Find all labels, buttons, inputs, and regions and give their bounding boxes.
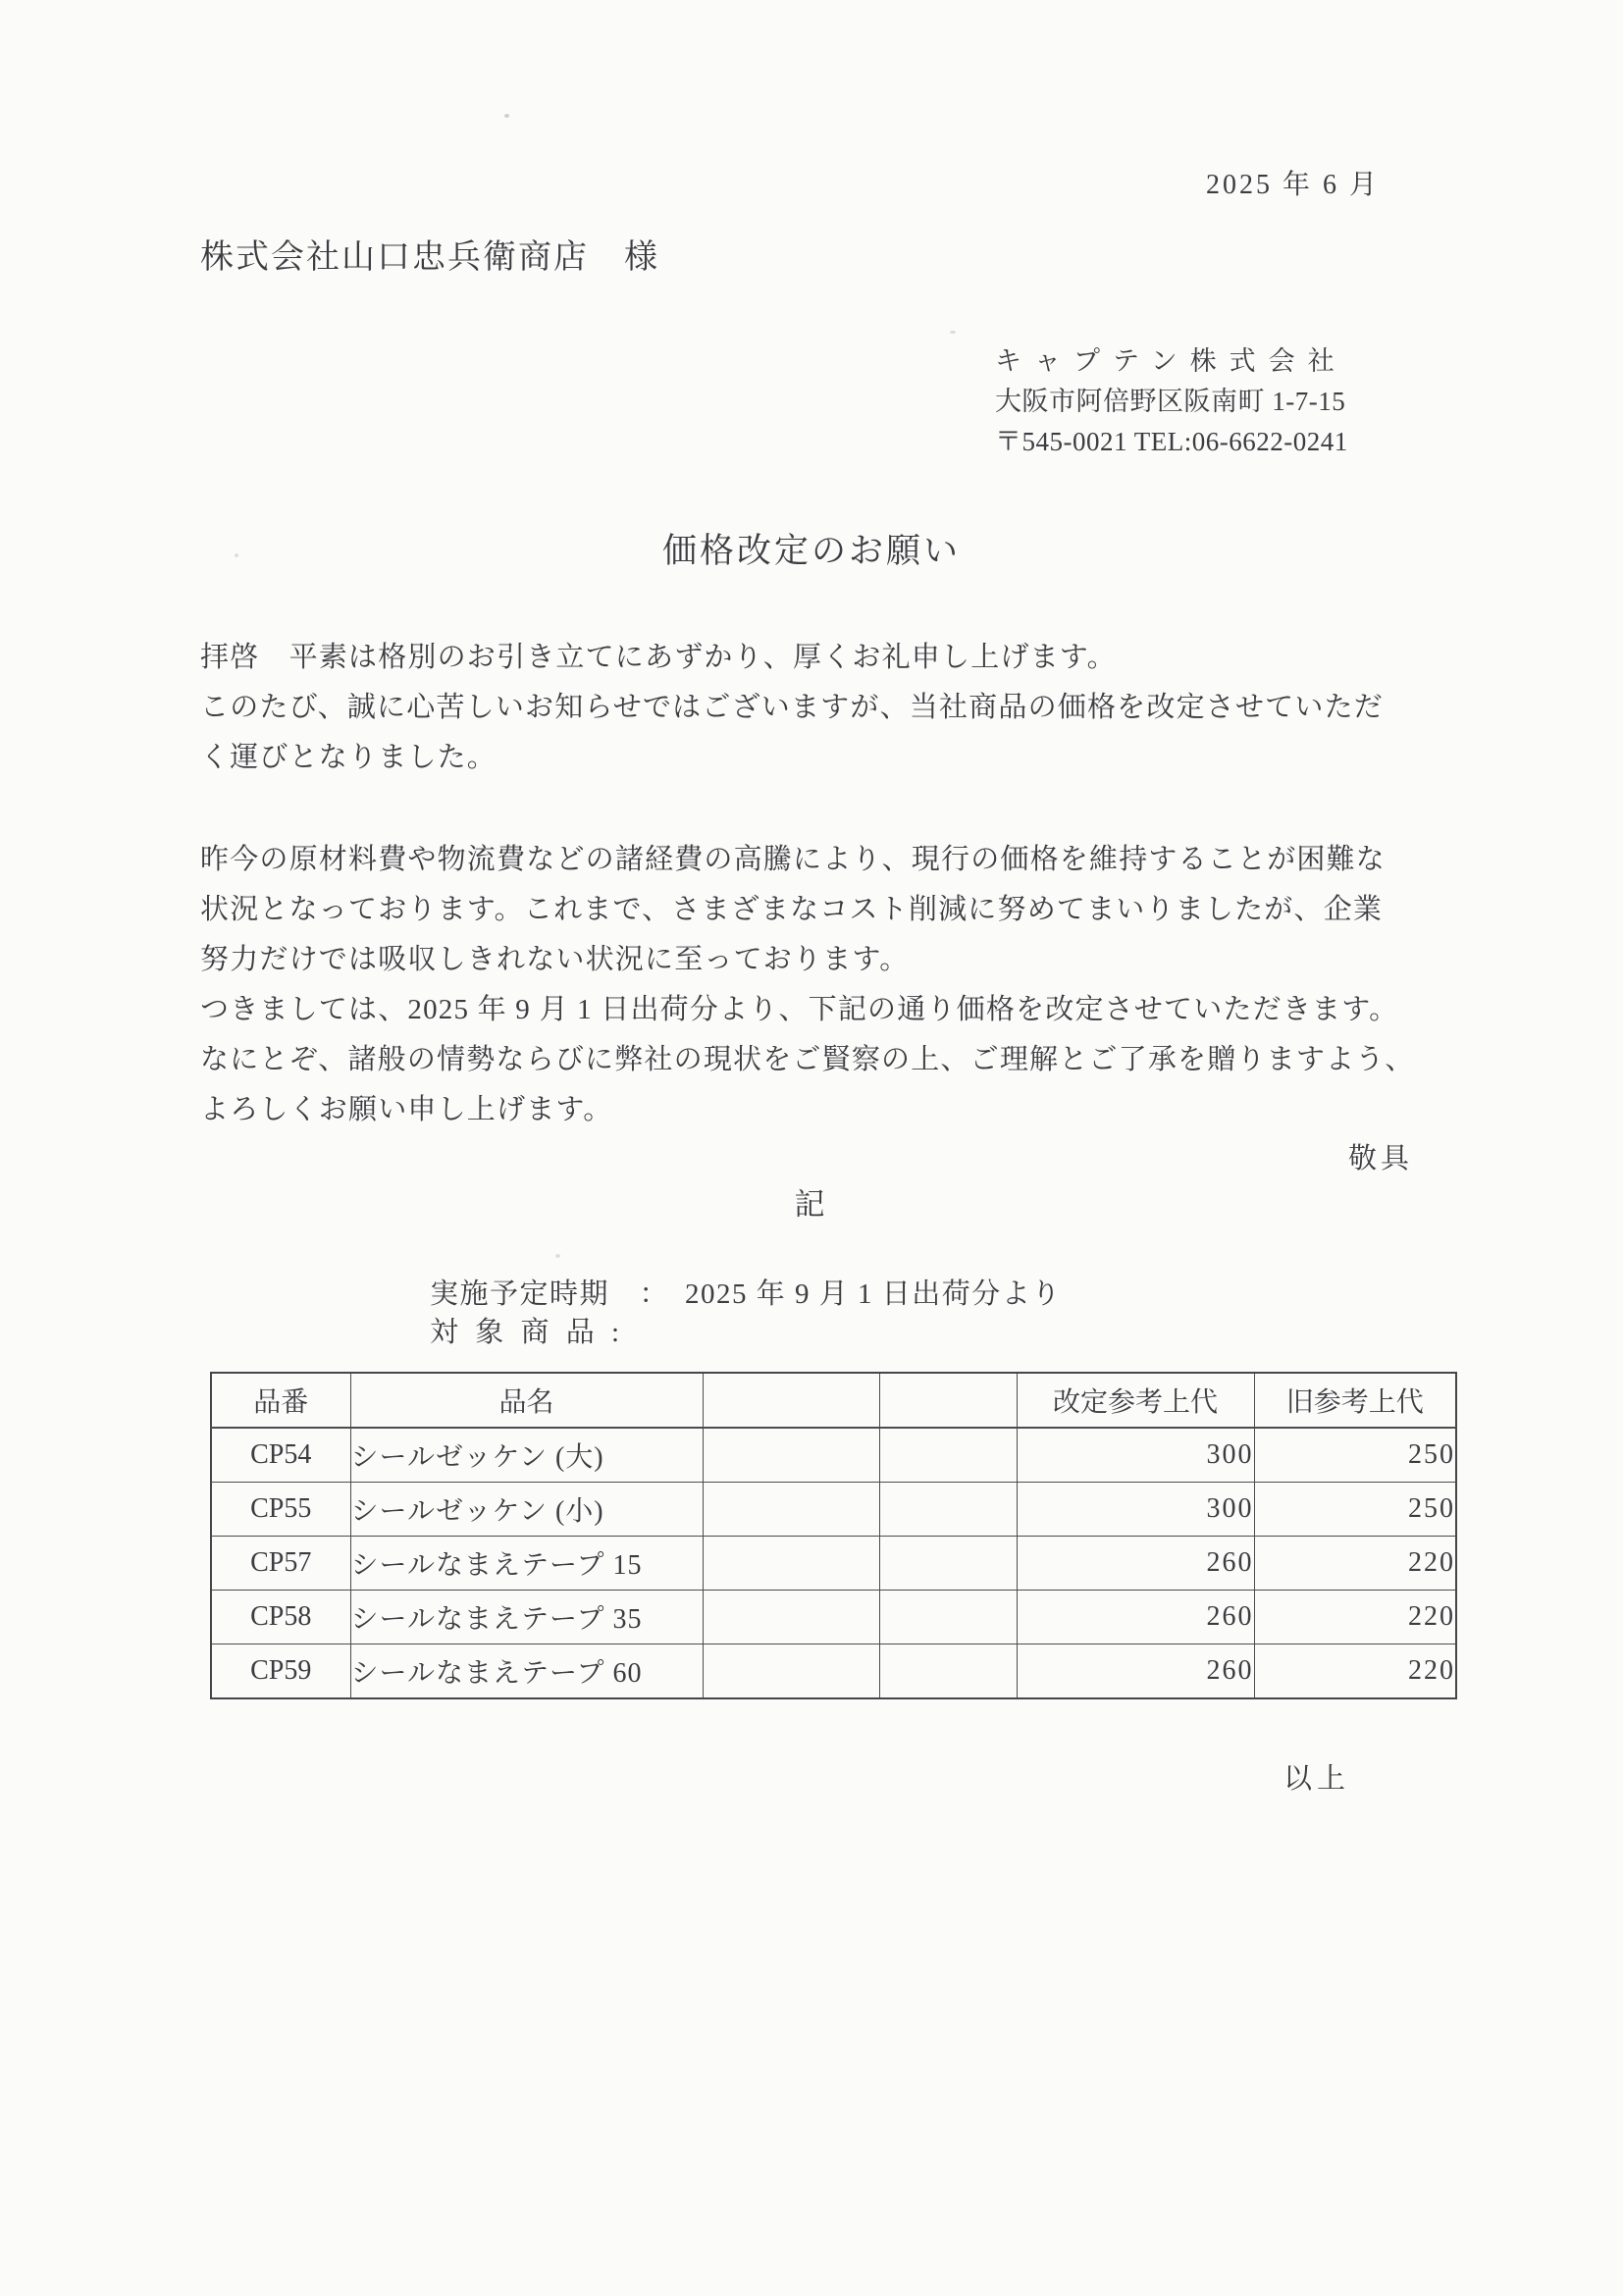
cell-product-code: CP55 — [211, 1483, 350, 1537]
body-text — [200, 633, 1437, 1135]
scan-speck — [950, 331, 956, 334]
cell-empty — [703, 1591, 879, 1644]
cell-old-price: 250 — [1254, 1483, 1456, 1537]
header-new-price: 改定参考上代 — [1017, 1373, 1254, 1428]
price-table — [210, 1372, 1457, 1699]
cell-old-price: 220 — [1254, 1591, 1456, 1644]
notice-marker-ki: 記 — [794, 1187, 829, 1222]
cell-product-name: シールゼッケン (小) — [350, 1483, 703, 1537]
header-empty-1 — [703, 1373, 879, 1428]
scan-speck — [235, 553, 238, 557]
cell-empty — [879, 1483, 1017, 1537]
date-line: 2025 年 6 月 — [1205, 170, 1380, 200]
body-line: 状況となっております。これまで、さまざまなコスト削減に努めてまいりましたが、企業 — [200, 894, 1384, 925]
cell-product-code: CP54 — [211, 1428, 350, 1483]
cell-empty — [703, 1644, 879, 1699]
end-marker: 以上 — [1283, 1763, 1350, 1795]
cell-new-price: 260 — [1017, 1644, 1254, 1699]
header-empty-2 — [879, 1373, 1017, 1428]
cell-product-code: CP58 — [211, 1591, 350, 1644]
cell-new-price: 300 — [1017, 1428, 1254, 1483]
scan-speck — [504, 114, 509, 118]
cell-empty — [879, 1428, 1017, 1483]
sender-block — [995, 341, 1348, 462]
table-row — [211, 1644, 1456, 1699]
cell-product-code: CP59 — [211, 1644, 350, 1699]
sender-address: 大阪市阿倍野区阪南町 1-7-15 — [995, 387, 1346, 416]
body-line: 拝啓 平素は格別のお引き立てにあずかり、厚くお礼申し上げます。 — [200, 642, 1117, 673]
sender-company: キャプテン株式会社 — [995, 346, 1347, 376]
header-product-code: 品番 — [211, 1373, 350, 1428]
schedule-line: 実施予定時期 ： 2025 年 9 月 1 日出荷分より — [430, 1278, 1062, 1310]
cell-new-price: 260 — [1017, 1591, 1254, 1644]
body-line: よろしくお願い申し上げます。 — [200, 1094, 613, 1125]
cell-empty — [703, 1483, 879, 1537]
header-product-name: 品名 — [350, 1373, 703, 1428]
cell-old-price: 220 — [1254, 1644, 1456, 1699]
table-row — [211, 1428, 1456, 1483]
target-products-line: 対 象 商 品 : — [430, 1317, 625, 1348]
cell-new-price: 260 — [1017, 1537, 1254, 1591]
scan-speck — [555, 1254, 560, 1258]
table-row — [211, 1537, 1456, 1591]
table-header-row — [211, 1373, 1456, 1428]
cell-product-name: シールゼッケン (大) — [350, 1428, 703, 1483]
cell-empty — [879, 1591, 1017, 1644]
cell-empty — [879, 1644, 1017, 1699]
header-old-price: 旧参考上代 — [1254, 1373, 1456, 1428]
addressee-line: 株式会社山口忠兵衛商店 様 — [200, 239, 659, 276]
cell-empty — [879, 1537, 1017, 1591]
cell-old-price: 220 — [1254, 1537, 1456, 1591]
closing-keigu: 敬具 — [1347, 1143, 1413, 1174]
cell-product-name: シールなまえテープ 15 — [350, 1537, 703, 1591]
cell-empty — [703, 1537, 879, 1591]
cell-product-name: シールなまえテープ 35 — [350, 1591, 703, 1644]
body-line: つきましては、2025 年 9 月 1 日出荷分より、下記の通り価格を改定させていただきます。 — [200, 994, 1399, 1025]
body-line: 努力だけでは吸収しきれない状況に至っております。 — [200, 944, 910, 975]
body-line: く運びとなりました。 — [200, 742, 497, 773]
body-line: なにとぞ、諸般の情勢ならびに弊社の現状をご賢察の上、ご理解とご了承を贈りますよう、 — [200, 1044, 1415, 1075]
cell-empty — [703, 1428, 879, 1483]
body-line: 昨今の原材料費や物流費などの諸経費の高騰により、現行の価格を維持することが困難な — [200, 844, 1387, 875]
document-title: 価格改定のお願い — [661, 532, 961, 570]
cell-product-name: シールなまえテープ 60 — [350, 1644, 703, 1699]
sender-postal-tel: 〒545-0021 TEL:06-6622-0241 — [995, 427, 1348, 456]
body-line: このたび、誠に心苦しいお知らせではございますが、当社商品の価格を改定させていただ — [200, 692, 1384, 723]
cell-old-price: 250 — [1254, 1428, 1456, 1483]
table-row — [211, 1591, 1456, 1644]
cell-product-code: CP57 — [211, 1537, 350, 1591]
cell-new-price: 300 — [1017, 1483, 1254, 1537]
table-row — [211, 1483, 1456, 1537]
